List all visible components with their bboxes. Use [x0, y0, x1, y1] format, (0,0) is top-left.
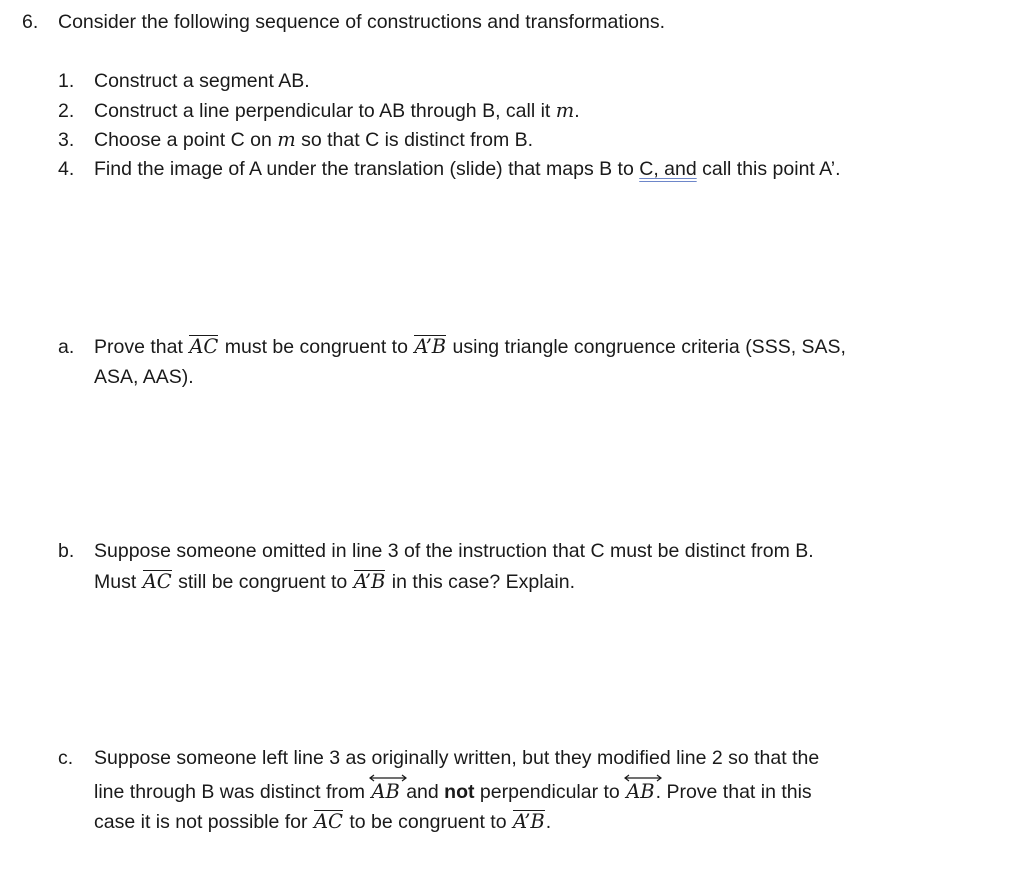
segment-a-prime-b: A’B: [414, 335, 447, 358]
step-2-text: [94, 99, 580, 123]
variable-m: m: [555, 99, 575, 122]
part-c-text: and: [400, 781, 445, 803]
bold-not: not: [444, 781, 475, 803]
part-c-text: case it is not possible for: [94, 811, 313, 833]
part-a-label: a.: [58, 336, 75, 358]
step-number: 1.: [58, 70, 75, 92]
part-a-line-2: ASA, AAS).: [94, 366, 194, 388]
part-c-text: . Prove that in this: [655, 781, 812, 803]
double-arrow-icon: [623, 774, 663, 782]
part-a-line-1: [94, 335, 846, 359]
segment-ac: AC: [142, 570, 172, 593]
part-a-text: must be congruent to: [219, 336, 414, 358]
step-2-text-after: .: [574, 100, 580, 122]
line-ab: [625, 780, 655, 804]
step-number: 2.: [58, 100, 75, 122]
line-ab-label: AB: [371, 780, 400, 803]
step-4-text: [94, 157, 840, 181]
part-b-text: Must: [94, 571, 142, 593]
step-4-text-after: call this point A’.: [696, 158, 841, 180]
part-c-text: to be congruent to: [343, 811, 512, 833]
step-number: 4.: [58, 158, 75, 180]
double-arrow-icon: [368, 774, 408, 782]
part-a-text: using triangle congruence criteria (SSS, SAS,: [447, 336, 846, 358]
part-b-text: still be congruent to: [172, 571, 353, 593]
step-4-text-before: Find the image of A under the translation (slide) that maps B to: [94, 158, 640, 180]
step-2-text-before: Construct a line perpendicular to AB through B, call it: [94, 100, 556, 122]
question-intro: Consider the following sequence of constructions and transformations.: [58, 11, 666, 33]
line-ab-label: AB: [626, 780, 655, 803]
part-b-line-1: Suppose someone omitted in line 3 of the instruction that C must be distinct from B.: [94, 540, 814, 562]
part-b-label: b.: [58, 540, 75, 562]
part-c-line-3: [94, 810, 551, 834]
segment-ac: AC: [313, 810, 343, 833]
question-number: 6.: [22, 11, 39, 33]
part-b-line-2: [94, 570, 575, 594]
grammar-flag-text[interactable]: C, and: [639, 158, 697, 180]
step-3-text: [94, 128, 533, 152]
part-b-text: in this case? Explain.: [386, 571, 575, 593]
step-3-text-after: so that C is distinct from B.: [295, 129, 534, 151]
part-c-text: perpendicular to: [474, 781, 626, 803]
line-ab: [370, 780, 400, 804]
segment-a-prime-b: A’B: [353, 570, 386, 593]
step-3-text-before: Choose a point C on: [94, 129, 278, 151]
part-c-line-1: Suppose someone left line 3 as originally written, but they modified line 2 so that the: [94, 747, 820, 769]
part-c-line-2: [94, 780, 812, 804]
variable-m: m: [277, 128, 296, 151]
part-a-text: Prove that: [94, 336, 189, 358]
segment-a-prime-b: A’B: [513, 810, 545, 833]
part-c-text: line through B was distinct from: [94, 781, 371, 803]
step-number: 3.: [58, 129, 75, 151]
part-c-text: .: [545, 811, 552, 833]
step-1-text: Construct a segment AB.: [94, 70, 310, 92]
part-c-label: c.: [58, 747, 74, 769]
segment-ac: AC: [189, 335, 219, 358]
